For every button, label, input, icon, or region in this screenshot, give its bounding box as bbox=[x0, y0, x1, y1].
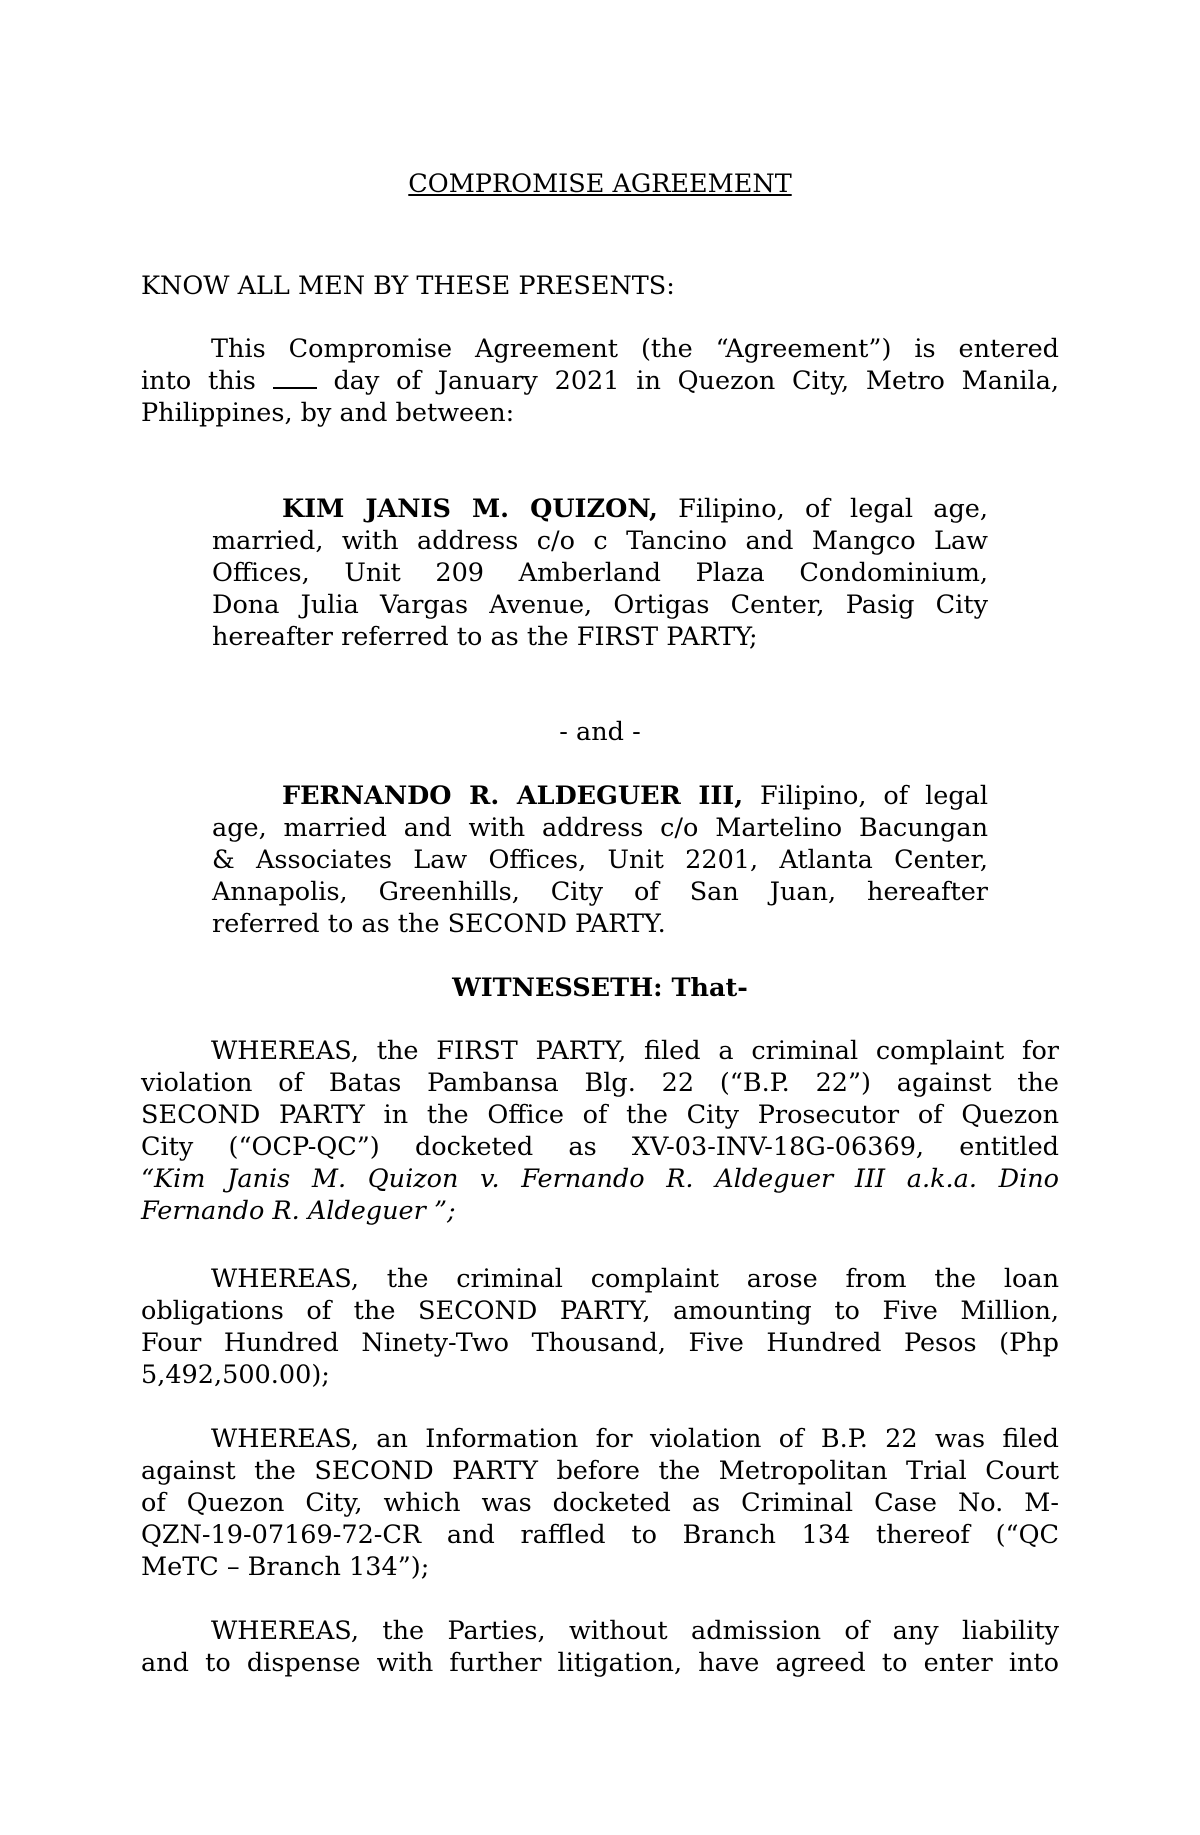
and-separator: - and - bbox=[559, 717, 641, 747]
opening-line bbox=[141, 270, 841, 302]
second-party-line-1 bbox=[212, 780, 988, 812]
whereas-3-line-4: QZN-19-07169-72-CR and raffled to Branch 134 thereof (“QC bbox=[141, 1520, 1059, 1550]
document-title: COMPROMISE AGREEMENT bbox=[408, 169, 792, 199]
whereas-1-line-4: City (“OCP-QC”) docketed as XV-03-INV-18G-06369, entitled bbox=[141, 1132, 1059, 1162]
intro-line-2b: day of January 2021 in Quezon City, Metro Manila, bbox=[333, 366, 1060, 396]
second-party-paragraph bbox=[212, 780, 988, 940]
first-party-name: KIM JANIS M. QUIZON, bbox=[282, 494, 658, 524]
whereas-3-line-1: WHEREAS, an Information for violation of B.P. 22 was filed bbox=[211, 1424, 1059, 1454]
whereas-1-line-1: WHEREAS, the FIRST PARTY, filed a criminal complaint for bbox=[211, 1036, 1059, 1066]
whereas-2-line-3: Four Hundred Ninety-Two Thousand, Five Hundred Pesos (Php bbox=[141, 1328, 1059, 1358]
second-party-line-2: age, married and with address c/o Martelino Bacungan bbox=[212, 813, 988, 843]
second-party-line-3: & Associates Law Offices, Unit 2201, Atlanta Center, bbox=[212, 845, 988, 875]
intro-line-3: Philippines, by and between: bbox=[141, 398, 515, 428]
first-party-line-3: Offices, Unit 209 Amberland Plaza Condominium, bbox=[212, 558, 988, 588]
whereas-3-line-5: MeTC – Branch 134”); bbox=[141, 1552, 430, 1582]
intro-line-2 bbox=[141, 365, 1059, 397]
first-party-line-1-text: Filipino, of legal age, bbox=[678, 494, 988, 524]
whereas-1-line-5: “Kim Janis M. Quizon v. Fernando R. Aldeguer III a.k.a. Dino bbox=[141, 1164, 1059, 1194]
whereas-4-line-2: and to dispense with further litigation, have agreed to enter into bbox=[141, 1648, 1059, 1678]
second-party-name: FERNANDO R. ALDEGUER III, bbox=[282, 781, 744, 811]
first-party-line-1 bbox=[212, 493, 988, 525]
second-party-line-4: Annapolis, Greenhills, City of San Juan, hereafter bbox=[212, 877, 988, 907]
intro-line-1: This Compromise Agreement (the “Agreement”) is entered bbox=[211, 334, 1059, 364]
second-party-line-1-text: Filipino, of legal bbox=[759, 781, 989, 811]
first-party-line-4: Dona Julia Vargas Avenue, Ortigas Center, Pasig City bbox=[212, 590, 988, 620]
first-party-paragraph bbox=[212, 493, 988, 653]
intro-line-2a: into this bbox=[141, 366, 256, 396]
whereas-1-paragraph bbox=[141, 1035, 1059, 1227]
whereas-2-line-1: WHEREAS, the criminal complaint arose from the loan bbox=[211, 1264, 1059, 1294]
whereas-1-line-3: SECOND PARTY in the Office of the City Prosecutor of Quezon bbox=[141, 1100, 1059, 1130]
first-party-line-5: hereafter referred to as the FIRST PARTY; bbox=[212, 622, 758, 652]
second-party-line-5: referred to as the SECOND PARTY. bbox=[212, 909, 666, 939]
whereas-4-line-1: WHEREAS, the Parties, without admission of any liability bbox=[211, 1616, 1059, 1646]
first-party-line-2: married, with address c/o c Tancino and Mangco Law bbox=[212, 526, 988, 556]
intro-paragraph bbox=[141, 333, 1059, 429]
whereas-2-paragraph bbox=[141, 1263, 1059, 1391]
whereas-2-line-4: 5,492,500.00); bbox=[141, 1360, 330, 1390]
whereas-3-line-2: against the SECOND PARTY before the Metropolitan Trial Court bbox=[141, 1456, 1059, 1486]
whereas-2-line-2: obligations of the SECOND PARTY, amounting to Five Million, bbox=[141, 1296, 1059, 1326]
opening-text: KNOW ALL MEN BY THESE PRESENTS: bbox=[141, 271, 675, 301]
whereas-3-paragraph bbox=[141, 1423, 1059, 1583]
whereas-4-paragraph bbox=[141, 1615, 1059, 1679]
whereas-1-line-6: Fernando R. Aldeguer ”; bbox=[141, 1196, 456, 1226]
witnesseth-heading: WITNESSETH: That- bbox=[452, 973, 748, 1003]
date-blank-field bbox=[273, 365, 317, 389]
whereas-3-line-3: of Quezon City, which was docketed as Criminal Case No. M- bbox=[141, 1488, 1059, 1518]
whereas-1-line-2: violation of Batas Pambansa Blg. 22 (“B.P. 22”) against the bbox=[141, 1068, 1059, 1098]
